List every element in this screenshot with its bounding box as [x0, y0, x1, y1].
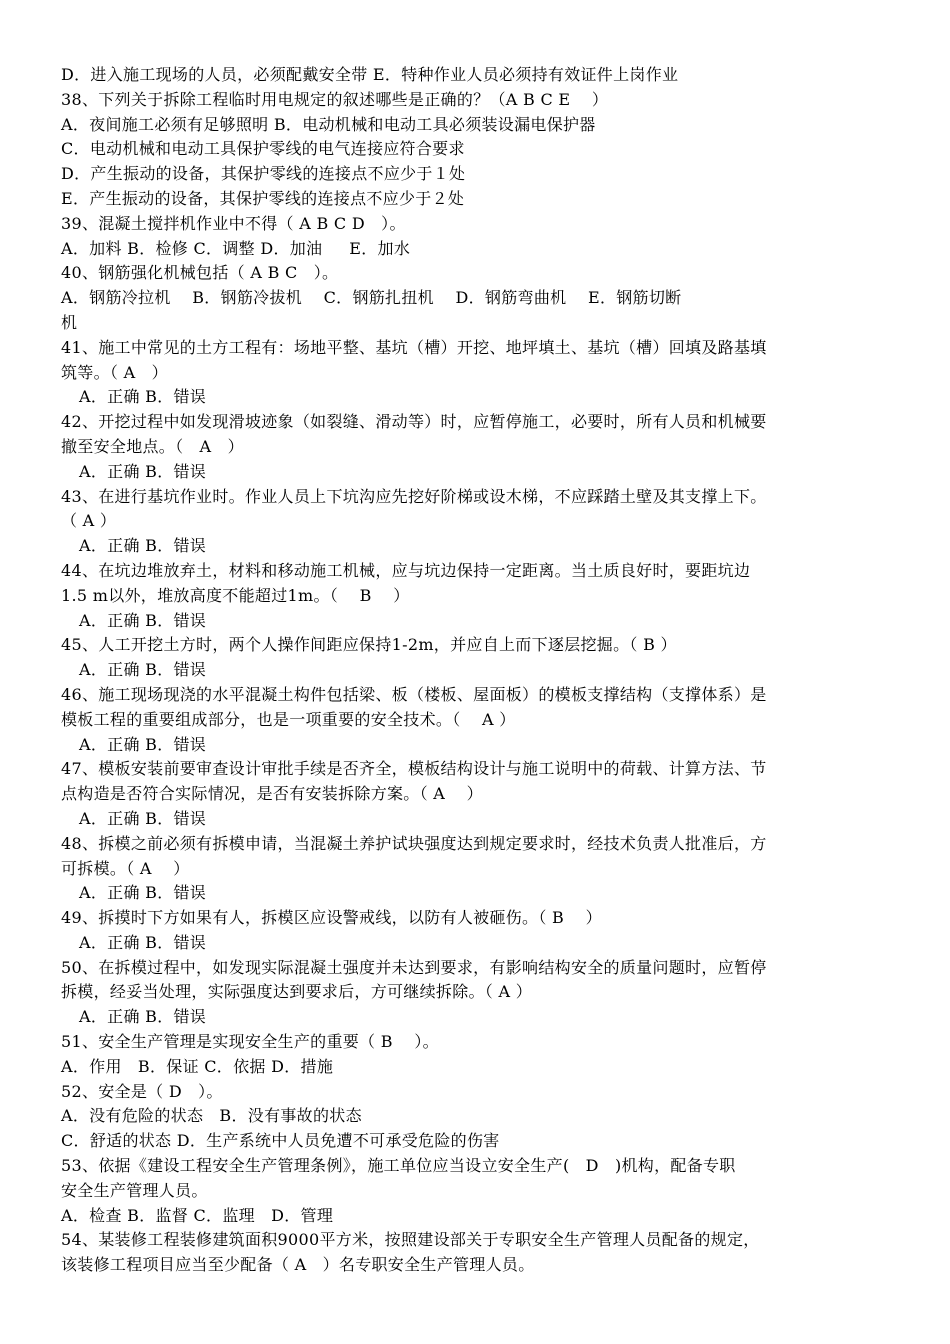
document-page: [61, 63, 891, 1278]
text-line: 50、在拆模过程中，如发现实际混凝土强度并未达到要求，有影响结构安全的质量问题时，应暂停: [61, 957, 767, 977]
text-line: 41、施工中常见的土方工程有：场地平整、基坑（槽）开挖、地坪填土、基坑（槽）回填及路基填: [61, 337, 767, 357]
text-line: 机: [61, 312, 78, 332]
answer-options-line: A．正确 B．错误: [79, 387, 207, 407]
text-line: 51、安全生产管理是实现安全生产的重要（ B ）。: [61, 1032, 439, 1052]
text-line: 点构造是否符合实际情况，是否有安装拆除方案。（ A ）: [61, 784, 483, 804]
text-line: 48、拆模之前必须有拆模申请，当混凝土养护试块强度达到规定要求时，经技术负责人批准后，方: [61, 833, 767, 853]
text-line: 撤至安全地点。（ A ）: [61, 436, 244, 456]
text-line: 46、施工现场现浇的水平混凝土构件包括梁、板（楼板、屋面板）的模板支撑结构（支撑体系）是: [61, 684, 767, 704]
text-line: A．没有危险的状态 B．没有事故的状态: [61, 1106, 362, 1126]
answer-options-line: A．正确 B．错误: [79, 610, 207, 630]
text-line: 40、钢筋强化机械包括（ A B C ）。: [61, 263, 339, 283]
answer-options-line: A．正确 B．错误: [79, 660, 207, 680]
answer-options-line: A．正确 B．错误: [79, 932, 207, 952]
text-line: 42、开挖过程中如发现滑坡迹象（如裂缝、滑动等）时，应暂停施工，必要时，所有人员和机械要: [61, 412, 767, 432]
answer-options-line: A．正确 B．错误: [79, 883, 207, 903]
text-line: 安全生产管理人员。: [61, 1180, 208, 1200]
text-line: A．夜间施工必须有足够照明 B．电动机械和电动工具必须装设漏电保护器: [61, 114, 596, 134]
answer-options-line: A．正确 B．错误: [79, 734, 207, 754]
text-line: 54、某装修工程装修建筑面积9000平方米，按照建设部关于专职安全生产管理人员配备的规定，: [61, 1230, 760, 1250]
text-line: 49、拆摸时下方如果有人，拆模区应设警戒线，以防有人被砸伤。（ B ）: [61, 908, 602, 928]
text-line: 1.5 m以外，堆放高度不能超过1m。（ B ）: [61, 585, 410, 605]
text-line: D．进入施工现场的人员，必须配戴安全带 E．特种作业人员必须持有效证件上岗作业: [61, 65, 679, 84]
text-line: E．产生振动的设备，其保护零线的连接点不应少于２处: [61, 188, 465, 208]
text-line: （ A ）: [61, 511, 117, 531]
text-line: 拆模，经妥当处理，实际强度达到要求后，方可继续拆除。（ A ）: [61, 982, 533, 1002]
text-line: 可拆模。（ A ）: [61, 858, 190, 878]
text-line: 38、下列关于拆除工程临时用电规定的叙述哪些是正确的？（A B C E ）: [61, 89, 609, 109]
text-line: A．加料 B．检修 C．调整 D．加油 E．加水: [61, 238, 411, 258]
text-line: A．钢筋冷拉机 B．钢筋冷拔机 C．钢筋扎扭机 D．钢筋弯曲机 E．钢筋切断: [61, 288, 682, 308]
text-line: 52、安全是（ D ）。: [61, 1081, 223, 1101]
text-line: C．舒适的状态 D．生产系统中人员免遭不可承受危险的伤害: [61, 1131, 500, 1151]
text-line: C．电动机械和电动工具保护零线的电气连接应符合要求: [61, 139, 465, 159]
text-line: 该装修工程项目应当至少配备（ A ）名专职安全生产管理人员。: [61, 1255, 535, 1275]
text-line: A．作用 B．保证 C．依据 D．措施: [61, 1056, 334, 1076]
text-line: 模板工程的重要组成部分，也是一项重要的安全技术。（ A ）: [61, 709, 516, 729]
answer-options-line: A．正确 B．错误: [79, 461, 207, 481]
answer-options-line: A．正确 B．错误: [79, 808, 207, 828]
text-line: 筑等。（ A ）: [61, 362, 168, 382]
text-line: 43、在进行基坑作业时。作业人员上下坑沟应先挖好阶梯或设木梯，不应踩踏土壁及其支撑上下。: [61, 486, 767, 506]
text-line: D．产生振动的设备，其保护零线的连接点不应少于１处: [61, 164, 466, 184]
text-line: 44、在坑边堆放弃土，材料和移动施工机械，应与坑边保持一定距离。当土质良好时，要距坑边: [61, 560, 751, 580]
text-line: A．检查 B．监督 C．监理 D．管理: [61, 1205, 334, 1225]
answer-options-line: A．正确 B．错误: [79, 1007, 207, 1027]
text-line: 53、依据《建设工程安全生产管理条例》，施工单位应当设立安全生产( D )机构，配备专职: [61, 1156, 736, 1176]
answer-options-line: A．正确 B．错误: [79, 536, 207, 556]
text-line: 39、混凝土搅拌机作业中不得（ A B C D ）。: [61, 213, 406, 233]
text-line: 47、模板安装前要审查设计审批手续是否齐全，模板结构设计与施工说明中的荷载、计算方法、节: [61, 759, 767, 779]
text-line: 45、人工开挖土方时，两个人操作间距应保持1-2m，并应自上而下逐层挖掘。（ B ）: [61, 635, 677, 655]
